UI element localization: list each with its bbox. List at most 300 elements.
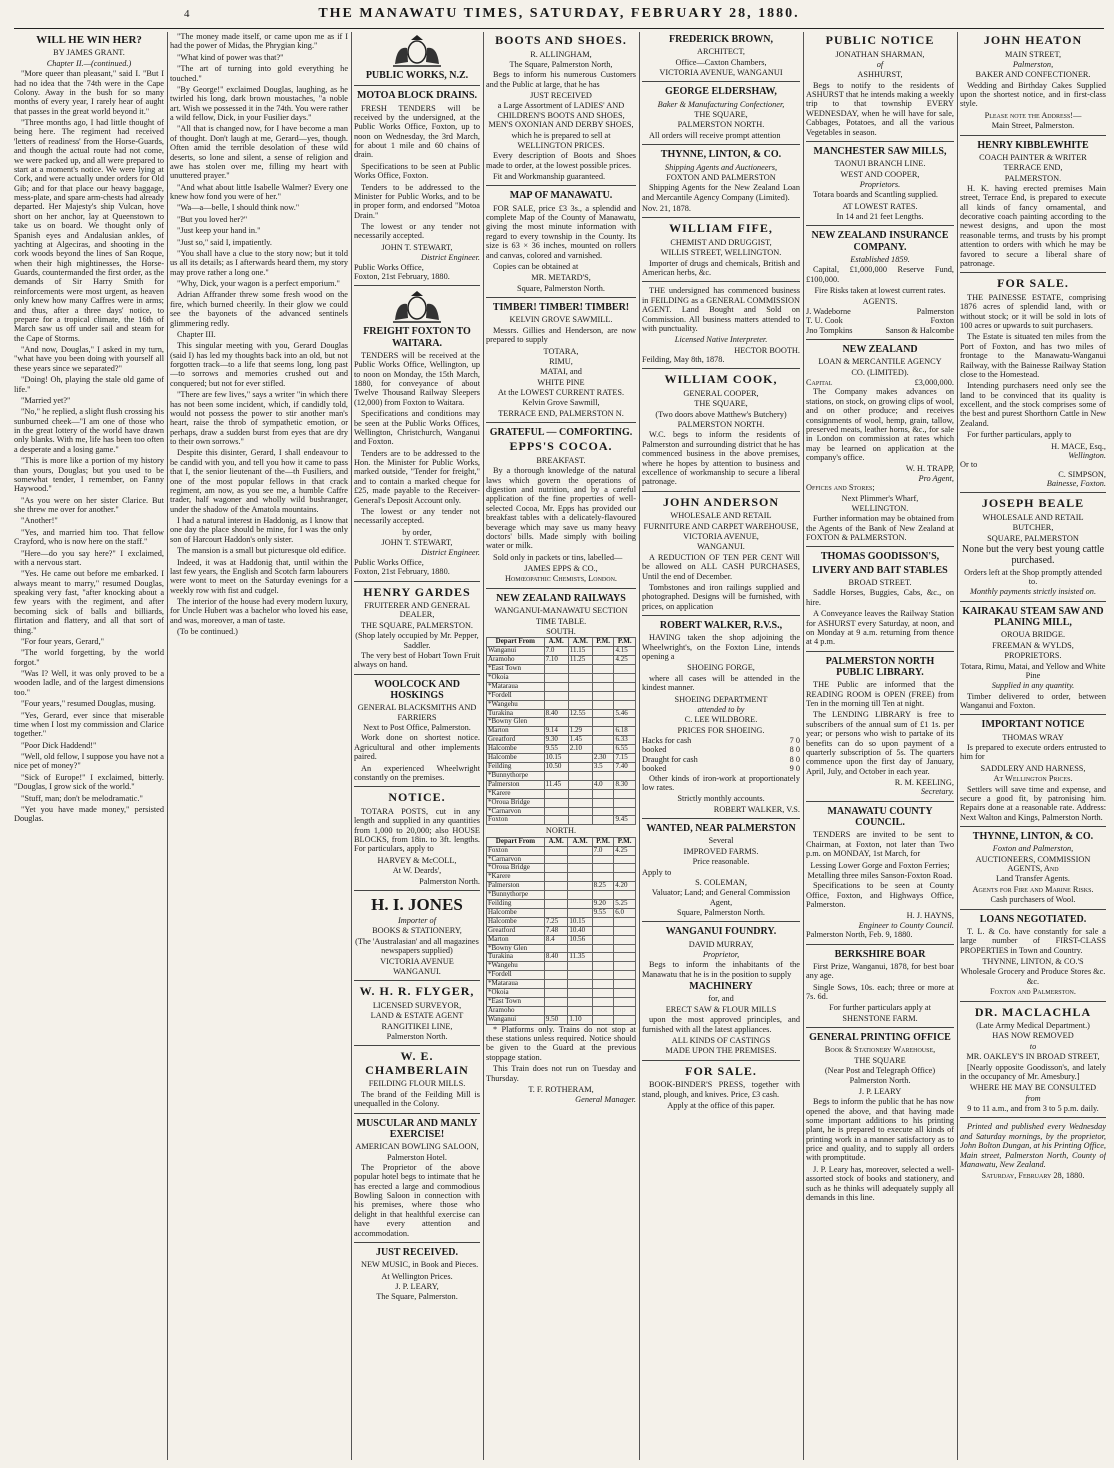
ad-text: GENERAL BLACKSMITHS AND FARRIERS bbox=[357, 703, 477, 722]
ad-body: TENDERS will be received at the Public Works Office, Wellington, up to noon on Monday, the 15th March, 1880, for conveyance of about Twelve Thousand Railway Sleepers (12,000) from Foxton to Waitara. bbox=[354, 350, 480, 407]
ad-text: 9 to 11 a.m., and from 3 to 5 p.m. daily. bbox=[967, 1104, 1099, 1114]
ad-text: LICENSED SURVEYOR, bbox=[372, 1000, 462, 1010]
ad-text: Foxton and Palmerston. bbox=[990, 987, 1076, 997]
timetable-cell bbox=[544, 855, 567, 864]
story-paragraph: "And now, Douglas," I asked in my turn, "what have you been doing with yourself all these years since we separated?" bbox=[14, 345, 164, 373]
ad-text: for, and bbox=[708, 994, 734, 1004]
ad-heading: FOR SALE. bbox=[685, 1063, 757, 1078]
timber-list bbox=[486, 347, 636, 388]
ad-text: WELLINGTON. bbox=[851, 503, 909, 513]
divider bbox=[486, 297, 636, 298]
ad-body: upon the most approved principles, and furnished with all the latest appliances. bbox=[642, 1015, 800, 1034]
story-paragraph: "Yet you have made money," persisted Douglas. bbox=[14, 804, 164, 824]
ad-body: Importer of drugs and chemicals, British and American herbs, &c. bbox=[642, 258, 800, 278]
timetable-cell bbox=[592, 953, 614, 962]
timetable-cell: 8.4 bbox=[544, 935, 567, 944]
ad-signature: R. M. KEELING, bbox=[894, 778, 954, 788]
divider bbox=[960, 1117, 1106, 1118]
timetable-cell bbox=[592, 944, 614, 953]
story-paragraph: "For four years, Gerard," bbox=[21, 636, 105, 646]
ad-text: KELVIN GROVE SAWMILL. bbox=[509, 315, 613, 325]
ad-text: TIME TABLE. bbox=[535, 616, 587, 626]
timetable-cell: Halcombe bbox=[487, 908, 545, 917]
timetable-cell bbox=[568, 873, 592, 882]
divider bbox=[642, 368, 800, 369]
ad-signature: H. MACE, Esq., bbox=[1051, 441, 1106, 451]
ad-text: OROUA BRIDGE. bbox=[1000, 630, 1066, 640]
timetable-cell bbox=[614, 935, 636, 944]
divider bbox=[354, 786, 480, 787]
ad-body: Other kinds of iron-work at proportionately low rates. bbox=[642, 773, 800, 792]
timetable-cell: Feilding bbox=[487, 900, 545, 909]
story-body bbox=[14, 69, 164, 824]
timetable-cell: 8.25 bbox=[592, 882, 614, 891]
ad-text: In 14 and 21 feet Lengths. bbox=[836, 212, 924, 222]
story-paragraph: "No," he replied, a slight flush crossing his sunburned cheek—"I am one of those who in the great lottery of the world have drawn only blanks. With me, life has been too often a desperate and a losing game." bbox=[14, 407, 164, 454]
ad-text: Main Street, Palmerston. bbox=[991, 121, 1075, 131]
divider bbox=[354, 581, 480, 582]
timetable-cell: 6.0 bbox=[614, 908, 636, 917]
price-list bbox=[642, 736, 800, 774]
timetable-cell: 6.55 bbox=[614, 745, 636, 754]
ad-text: Palmerston Hotel. bbox=[387, 1152, 447, 1162]
timetable-north bbox=[486, 837, 636, 1025]
timetable-cell: 9.50 bbox=[544, 1015, 567, 1024]
divider bbox=[354, 1242, 480, 1243]
timetable-header: A.M. bbox=[568, 638, 592, 647]
timetable-cell: Foxton bbox=[487, 816, 545, 825]
ad-signature-title: General Manager. bbox=[575, 1095, 636, 1105]
ad-text: SHOEING DEPARTMENT bbox=[674, 694, 768, 704]
ad-signature: JONATHAN SHARMAN, bbox=[835, 49, 925, 59]
timetable-cell bbox=[568, 816, 592, 825]
ad-date: Nov. 21, 1878. bbox=[642, 204, 692, 214]
timetable-cell: *Bowny Glen bbox=[487, 718, 545, 727]
ad-text: MR. METARD'S, bbox=[531, 273, 591, 283]
ad-body: By a thorough knowledge of the natural laws which govern the operations of digestion and nutrition, and by a careful application of the fine properties of well-selected Cocoa, Mr. Epps has provided our breakfast tables with a delicately-flavoured beverage which may save us many heavy doctors' bills. Made simply with boiling water or milk. bbox=[486, 466, 636, 551]
ad-body: Every description of Boots and Shoes made to order, at the lowest possible prices. bbox=[486, 151, 636, 170]
ad-signature-title: Pro Agent, bbox=[918, 473, 954, 483]
timetable-cell: *Carnarvon bbox=[487, 855, 545, 864]
ad-heading: ROBERT WALKER, R.V.S., bbox=[659, 620, 783, 632]
timetable-cell: *East Town bbox=[487, 998, 545, 1007]
story-paragraph: "The art of turning into gold everything he touched." bbox=[170, 64, 348, 83]
list-item-cell: J. Wadeborne bbox=[806, 306, 851, 316]
timetable-cell: Halcombe bbox=[487, 917, 545, 926]
timetable-cell bbox=[568, 682, 592, 691]
timetable-cell bbox=[568, 700, 592, 709]
divider bbox=[806, 651, 954, 652]
timetable-cell bbox=[544, 789, 568, 798]
ad-office: Public Works Office, bbox=[354, 262, 424, 272]
timetable-cell bbox=[544, 673, 568, 682]
ad-text: WHOLESALE AND RETAIL bbox=[982, 512, 1084, 522]
ad-signature: THYNNE, LINTON, & CO.'S bbox=[982, 957, 1084, 967]
ad-text: THE SQUARE, bbox=[694, 399, 748, 409]
ad-body: Sold only in packets or tins, labelled— bbox=[493, 552, 623, 562]
divider bbox=[960, 909, 1106, 910]
ad-text: (The 'Australasian' and all magazines newspapers supplied) bbox=[355, 936, 479, 956]
ad-text: THE SQUARE bbox=[854, 1055, 906, 1065]
divider bbox=[642, 615, 800, 616]
timetable-cell bbox=[544, 846, 567, 855]
timetable-cell bbox=[614, 926, 636, 935]
timetable-cell: 5.25 bbox=[614, 900, 636, 909]
timetable-row bbox=[487, 917, 636, 926]
divider bbox=[806, 225, 954, 226]
divider bbox=[642, 818, 800, 819]
ad-text: AMERICAN BOWLING SALOON, bbox=[355, 1142, 479, 1152]
ad-heading: W. H. R. FLYGER, bbox=[359, 984, 475, 999]
story-paragraph: "But you loved her?" bbox=[177, 214, 248, 224]
capital-row bbox=[806, 378, 954, 387]
timetable-cell: Palmerston bbox=[487, 882, 545, 891]
ad-heading: PALMERSTON NORTH PUBLIC LIBRARY. bbox=[825, 655, 935, 678]
ad-body: NEW MUSIC, in Book and Pieces. bbox=[361, 1260, 479, 1270]
timetable-cell bbox=[592, 665, 614, 674]
ad-body: TOTARA POSTS, cut in any length and supplied in any quantities from 1,000 to 20,000; also HOUSE BLOCKS, from 18in. to 3ft. lengths. For particulars, apply to bbox=[354, 806, 480, 854]
ad-body: Capital, £1,000,000 Reserve Fund, £100,000. bbox=[806, 265, 954, 284]
timetable-cell bbox=[592, 736, 614, 745]
ad-text: Palmerston North. bbox=[386, 1032, 448, 1041]
timetable-cell: 9.30 bbox=[544, 736, 568, 745]
timetable-cell: 4.15 bbox=[614, 647, 636, 656]
ad-text: Apply to bbox=[642, 867, 672, 877]
ad-text: FOXTON AND PALMERSTON bbox=[666, 172, 776, 182]
ad-text: The Square, Palmerston. bbox=[376, 1292, 458, 1302]
ad-body: FOR SALE, price £3 3s., a splendid and complete Map of the County of Manawatu, giving the most minute information with regard to every township in the County. Its size is 63 × 36 inches, mounted on rollers and canvas, colored and varnished. bbox=[486, 203, 636, 260]
ad-heading: GEORGE ELDERSHAW, bbox=[665, 86, 777, 98]
ad-text: AT LOWEST RATES. bbox=[842, 201, 918, 211]
list-item bbox=[642, 755, 800, 764]
ad-body: THE undersigned has commenced business in FEILDING as a GENERAL COMMISSION AGENT. Land Bought and Sold on Commission. All business matters attended to with punctuality. bbox=[642, 286, 800, 333]
ad-text: by order, bbox=[402, 527, 432, 537]
ad-signature: WEST AND COOPER, bbox=[840, 169, 920, 179]
ad-heading: HENRY KIBBLEWHITE bbox=[977, 139, 1089, 151]
timetable-cell bbox=[614, 682, 636, 691]
timetable-cell: 10.50 bbox=[544, 762, 568, 771]
ad-body: An experienced Wheelwright constantly on the premises. bbox=[354, 763, 480, 782]
timetable-cell: 10.15 bbox=[544, 754, 568, 763]
divider bbox=[354, 1113, 480, 1114]
column-rule bbox=[167, 32, 168, 1460]
ad-signature: HECTOR BOOTH. bbox=[734, 345, 800, 355]
column-story-continued bbox=[170, 32, 348, 1460]
list-item-cell: 8 0 bbox=[789, 754, 800, 764]
timetable-cell bbox=[568, 780, 592, 789]
column-ads-5 bbox=[642, 32, 800, 1460]
timetable-cell bbox=[614, 1006, 636, 1015]
ad-heading: EPPS'S COCOA. bbox=[509, 439, 613, 454]
timetable-cell bbox=[592, 789, 614, 798]
newspaper-title: THE MANAWATU TIMES, SATURDAY, FEBRUARY 28, 1880. bbox=[318, 6, 800, 21]
timetable-cell bbox=[614, 917, 636, 926]
timetable-cell bbox=[592, 1006, 614, 1015]
ad-text: IMPROVED FARMS. bbox=[683, 846, 759, 856]
ad-text: Totara, Rimu, Matai, and Yellow and White Pine bbox=[960, 661, 1106, 680]
ad-signature: JAMES EPPS & CO., bbox=[524, 564, 598, 574]
timetable-cell: *Karere bbox=[487, 873, 545, 882]
divider bbox=[960, 492, 1106, 493]
ad-body: Shipping Agents for the New Zealand Loan and Mercantile Agency Company (Limited). bbox=[642, 183, 800, 202]
timetable-cell: Feilding bbox=[487, 762, 545, 771]
timetable-cell bbox=[568, 998, 592, 1007]
timetable-cell bbox=[544, 891, 567, 900]
timetable-cell: *Mataraua bbox=[487, 980, 545, 989]
divider bbox=[354, 285, 480, 286]
ad-text: At Wellington Prices. bbox=[993, 774, 1073, 784]
timetable-cell bbox=[568, 691, 592, 700]
story-paragraph: The mansion is a small but picturesque old edifice. bbox=[177, 546, 346, 556]
story-paragraph: I had a natural interest in Haddonig, as I know that one day the place should be mine, for I was the only son of Harcourt Haddon's only sister. bbox=[170, 516, 348, 544]
timetable-row bbox=[487, 1006, 636, 1015]
timetable-cell bbox=[568, 846, 592, 855]
ad-text: Bainesse, Foxton. bbox=[1046, 479, 1106, 489]
ad-text: Or to bbox=[960, 460, 978, 470]
ad-text: MR. OAKLEY'S IN BROAD STREET, bbox=[966, 1052, 1100, 1062]
timetable-cell bbox=[568, 798, 592, 807]
ad-text: VICTORIA AVENUE, bbox=[683, 532, 759, 542]
ad-text: (Near Post and Telegraph Office) bbox=[824, 1066, 936, 1076]
timetable-cell bbox=[614, 989, 636, 998]
ad-text: Several bbox=[708, 836, 734, 846]
divider bbox=[806, 141, 954, 142]
ad-text: SHENSTONE FARM. bbox=[842, 1013, 918, 1023]
divider bbox=[354, 980, 480, 981]
ad-heading: MANCHESTER SAW MILLS, bbox=[813, 145, 947, 157]
ad-text: Homœopathic Chemists, London. bbox=[504, 574, 617, 584]
divider bbox=[806, 546, 954, 547]
timetable-cell bbox=[544, 900, 567, 909]
ad-heading: JUST RECEIVED. bbox=[375, 1246, 459, 1258]
story-paragraph: "You shall have a clue to the story now; but it told us all its details; as I afterwards heard them, my story may prove rather a long one." bbox=[170, 248, 348, 277]
ad-heading: KAIRAKAU STEAM SAW AND PLANING MILL, bbox=[962, 605, 1104, 629]
timetable-row bbox=[487, 691, 636, 700]
timetable-header: A.M. bbox=[568, 837, 592, 846]
ad-body: Saddle Horses, Buggies, Cabs, &c., on hire. bbox=[806, 588, 954, 607]
timetable-cell bbox=[544, 989, 567, 998]
divider bbox=[354, 890, 480, 891]
timetable-cell: *Bowny Glen bbox=[487, 944, 545, 953]
ad-body: Single Sows, 10s. each; three or more at 7s. 6d. bbox=[806, 982, 954, 1001]
timetable-cell bbox=[592, 682, 614, 691]
timetable-row bbox=[487, 1015, 636, 1024]
ad-text: WELLINGTON PRICES. bbox=[517, 140, 605, 150]
timetable-cell bbox=[544, 873, 567, 882]
ad-text: which he is prepared to sell at bbox=[511, 130, 611, 140]
ad-body: * Platforms only. Trains do not stop at these stations unless required. Notice should be given to the Guard at the previous stoppage station. bbox=[486, 1024, 636, 1062]
timetable-cell bbox=[544, 980, 567, 989]
ad-body: The Proprietor of the above popular hotel begs to intimate that he has erected a large and commodious Bowling Saloon in connection with his premises, where those who delight in that healthful exercise can have every attention and accommodation. bbox=[354, 1162, 480, 1238]
ad-text: Square, Palmerston North. bbox=[516, 283, 606, 293]
story-paragraph: "Why, Dick, your wagon is a perfect emporium." bbox=[177, 279, 340, 288]
list-item bbox=[642, 764, 800, 773]
story-paragraph: "Yes. He came out before me embarked. I always meant to marry," resumed Douglas, speaking very fast, "after knocking about a few years with the regiment, and after becoming sick of balls and billiards, flirtation and flattery, and all that sort of thing." bbox=[14, 569, 164, 635]
story-paragraph: "Stuff, man; don't be melodramatic." bbox=[21, 793, 143, 803]
column-public-works bbox=[354, 32, 480, 1460]
timetable-cell bbox=[592, 691, 614, 700]
ad-body: The Estate is situated ten miles from the Port of Foxton, and has two miles of frontage to the Manawatu-Wanganui Railway, with the Bainesse Railway Station close to the Homestead. bbox=[960, 332, 1106, 379]
timetable-cell bbox=[592, 798, 614, 807]
ad-heading: WILLIAM COOK, bbox=[664, 372, 778, 387]
ad-text: Palmerston, bbox=[1012, 59, 1054, 69]
timetable-cell: 7.0 bbox=[592, 846, 614, 855]
story-body-continued bbox=[170, 32, 348, 637]
ad-body: TENDERS are invited to be sent to Chairman, at Foxton, not later than Two p.m. on MONDAY, 1st March, for bbox=[806, 830, 954, 859]
ad-text: Shipping Agents and Auctioneers, bbox=[664, 162, 778, 172]
ad-text: Strictly monthly accounts. bbox=[677, 794, 765, 804]
ad-text: Next to Post Office, Palmerston. bbox=[363, 723, 471, 733]
timetable-cell: 10.40 bbox=[568, 926, 592, 935]
ad-text: Monthly payments strictly insisted on. bbox=[969, 587, 1097, 597]
ad-text: Proprietors. bbox=[859, 179, 901, 189]
timetable-header-row bbox=[487, 837, 636, 846]
ad-heading: FREDERICK BROWN, bbox=[669, 34, 773, 45]
ad-text: BUTCHER, bbox=[1012, 523, 1054, 533]
ad-signature-title: District Engineer. bbox=[421, 253, 480, 263]
ad-subheading: MOTOA BLOCK DRAINS. bbox=[356, 90, 478, 102]
ad-heading: BOOTS AND SHOES. bbox=[495, 33, 627, 47]
ad-heading: WILLIAM FIFE, bbox=[669, 221, 773, 236]
ad-heading: FREIGHT FOXTON TO WAITARA. bbox=[363, 326, 471, 349]
timetable-cell bbox=[592, 727, 614, 736]
ad-body: J. P. Leary has, moreover, selected a well-assorted stock of books and stationery, and such as he thinks will adequately supply all demands in this line. bbox=[806, 1164, 954, 1202]
ad-text: COACH PAINTER & WRITER bbox=[979, 152, 1087, 162]
timetable-cell bbox=[614, 971, 636, 980]
ad-body: The very best of Hobart Town Fruit always on hand. bbox=[354, 650, 480, 670]
timber-kind: RIMU, bbox=[549, 356, 573, 366]
ad-body: THE Public are informed that the READING ROOM is OPEN (FREE) from Ten in the morning till Ten at night. bbox=[806, 680, 954, 709]
divider bbox=[960, 714, 1106, 715]
ad-text: BROAD STREET. bbox=[848, 578, 912, 588]
timetable-cell bbox=[614, 855, 636, 864]
ad-heading: NEW ZEALAND RAILWAYS bbox=[496, 592, 626, 604]
ad-heading: NOTICE. bbox=[388, 790, 446, 805]
timetable-cell bbox=[568, 962, 592, 971]
timetable-cell bbox=[568, 789, 592, 798]
timetable-cell: 10.56 bbox=[568, 935, 592, 944]
story-paragraph: "Married yet?" bbox=[21, 395, 71, 405]
timetable-cell: Foxton bbox=[487, 846, 545, 855]
ad-heading: JOHN ANDERSON bbox=[662, 494, 779, 509]
story-paragraph: "Well, old fellow, I suppose you have not a nice pet of money?" bbox=[14, 752, 164, 771]
column-ads-6 bbox=[806, 32, 954, 1460]
ad-text: of bbox=[876, 59, 884, 69]
list-item-cell: booked bbox=[642, 745, 667, 755]
timetable-cell bbox=[568, 980, 592, 989]
ad-text: At the LOWEST CURRENT RATES. bbox=[497, 388, 625, 398]
ad-signature: JOHN T. STEWART, bbox=[381, 538, 453, 548]
timetable-cell: 1.29 bbox=[568, 727, 592, 736]
ad-body: Timber delivered to order, between Wanganui and Foxton. bbox=[960, 691, 1106, 710]
timetable-south bbox=[486, 637, 636, 825]
ad-text: LAND & ESTATE AGENT bbox=[370, 1011, 464, 1021]
ad-heading: GENERAL PRINTING OFFICE bbox=[809, 1032, 951, 1044]
timetable-cell: 11.35 bbox=[568, 953, 592, 962]
timetable-cell: 9.20 bbox=[592, 900, 614, 909]
ad-body: Copies can be obtained at bbox=[493, 261, 579, 271]
ad-text: (Late Army Medical Department.) bbox=[976, 1021, 1090, 1031]
list-item-cell: Sanson & Halcombe bbox=[885, 325, 954, 335]
ad-body: This Train does not run on Tuesday and Thursday. bbox=[486, 1064, 636, 1083]
timetable-header: P.M. bbox=[592, 638, 614, 647]
story-paragraph: "And what about little Isabelle Walmer? Every one knew how fond you were of her." bbox=[170, 182, 348, 201]
story-paragraph: "Another!" bbox=[21, 516, 58, 526]
ad-text: None but the very best young cattle purchased. bbox=[961, 544, 1105, 567]
timetable-cell bbox=[614, 962, 636, 971]
timetable-cell bbox=[568, 882, 592, 891]
ad-text: ALL KINDS OF CASTINGS bbox=[671, 1035, 771, 1045]
timetable-row bbox=[487, 682, 636, 691]
timetable-cell bbox=[592, 998, 614, 1007]
ad-text: Licensed Native Interpreter. bbox=[674, 335, 768, 345]
divider bbox=[486, 588, 636, 589]
timetable-cell: 7.40 bbox=[614, 762, 636, 771]
timetable-cell bbox=[592, 989, 614, 998]
column-rule bbox=[351, 32, 352, 1460]
ad-text: The Square, Palmerston North, bbox=[509, 59, 613, 69]
ad-text: to bbox=[1029, 1041, 1037, 1051]
timetable-cell bbox=[614, 665, 636, 674]
story-title: WILL HE WIN HER? bbox=[36, 34, 142, 46]
ad-text: WANGANUI. bbox=[697, 542, 745, 552]
ad-heading: MANAWATU COUNTY COUNCIL. bbox=[827, 805, 933, 829]
timetable-cell bbox=[544, 700, 568, 709]
ad-text: THE SQUARE, bbox=[694, 110, 748, 120]
ad-text: SQUARE, PALMERSTON bbox=[987, 533, 1079, 543]
timetable-cell bbox=[544, 998, 567, 1007]
ad-text: a Large Assortment of LADIES' AND CHILDREN'S BOOTS AND SHOES, MEN'S OXONIAN AND DERBY SHOES, bbox=[488, 101, 634, 130]
list-item-cell: 7 0 bbox=[789, 736, 800, 746]
timetable-header: P.M. bbox=[592, 837, 614, 846]
ad-text: Proprietor, bbox=[702, 950, 740, 960]
ad-body: THE PAINESSE ESTATE, comprising 1876 acres of splendid land, with or without stock; or it will be sold in lots of 100 acres or upwards to suit purchasers. bbox=[960, 292, 1106, 331]
timetable-cell bbox=[614, 953, 636, 962]
ad-signature-title: Secretary. bbox=[920, 787, 954, 797]
ad-office: Public Works Office, bbox=[354, 557, 424, 567]
ad-text: Land Transfer Agents. bbox=[996, 874, 1070, 884]
ad-text: SOUTH. bbox=[546, 626, 576, 636]
ad-text: BOOKS & STATIONERY, bbox=[372, 926, 462, 936]
divider bbox=[806, 339, 954, 340]
timetable-cell: Halcombe bbox=[487, 754, 545, 763]
timetable-cell: Marton bbox=[487, 727, 545, 736]
timetable-cell bbox=[568, 989, 592, 998]
ad-body: T. L. & Co. have constantly for sale a large number of FIRST-CLASS PROPERTIES in Town and Country. bbox=[960, 926, 1106, 955]
timetable-cell: Wanganui bbox=[487, 647, 545, 656]
timetable-row bbox=[487, 771, 636, 780]
story-paragraph: "Just keep your hand in." bbox=[177, 226, 261, 236]
ad-heading: JOSEPH BEALE bbox=[981, 496, 1085, 511]
timetable-cell bbox=[614, 771, 636, 780]
ad-text: THE SQUARE, PALMERSTON. bbox=[360, 620, 474, 630]
ad-text: GENERAL COOPER, bbox=[683, 388, 759, 398]
timetable-cell bbox=[592, 962, 614, 971]
ad-text: Established 1859. bbox=[850, 255, 910, 265]
ad-text: Agents for Fire and Marine Risks. bbox=[972, 884, 1094, 894]
timetable-cell: 10.15 bbox=[568, 917, 592, 926]
ad-text: LOAN & MERCANTILE AGENCY bbox=[818, 357, 942, 367]
timetable-row bbox=[487, 935, 636, 944]
ad-heading: IMPORTANT NOTICE bbox=[981, 719, 1085, 731]
timetable-cell: Wanganui bbox=[487, 1015, 545, 1024]
ad-signature: FREEMAN & WYLDS, bbox=[992, 640, 1074, 650]
ad-text: Palmerston North. bbox=[419, 876, 480, 886]
story-paragraph: "What kind of power was that?" bbox=[177, 52, 284, 62]
ad-date: Palmerston North, Feb. 9, 1880. bbox=[806, 930, 913, 940]
ad-heading: LIVERY AND BAIT STABLES bbox=[812, 564, 948, 576]
timetable-cell: *Carnarvon bbox=[487, 807, 545, 816]
